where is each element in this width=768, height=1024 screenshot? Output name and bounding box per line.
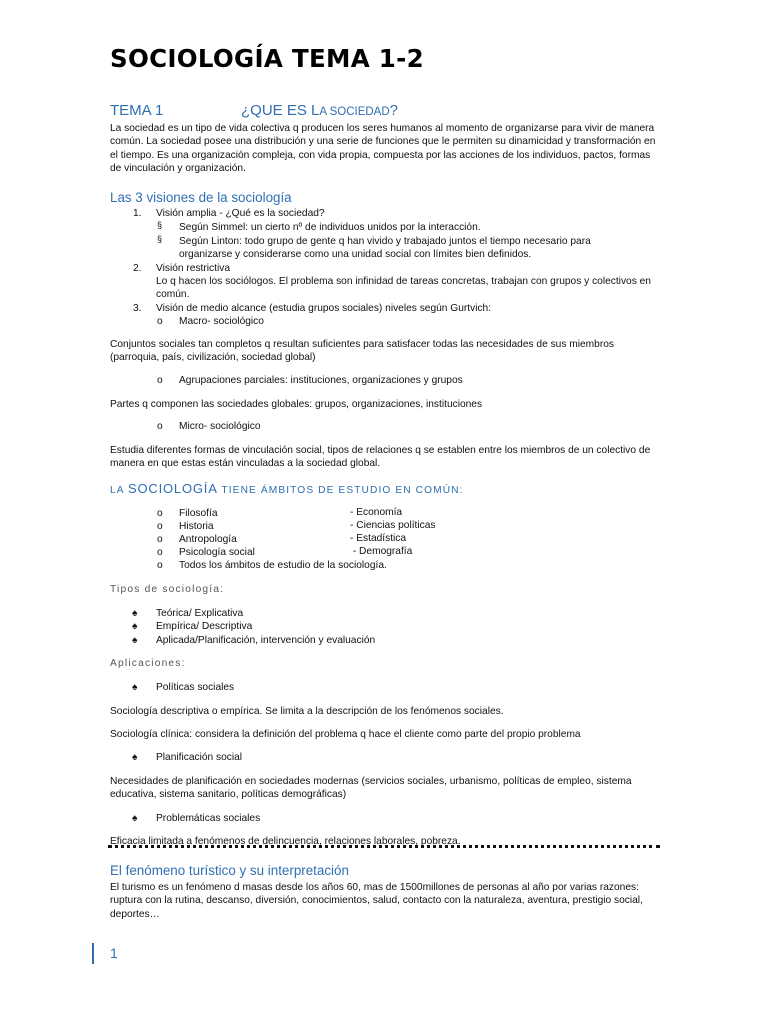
eficacia-paragraph: Eficacia limitada a fenómenos de delincuencia, relaciones laborales, pobreza.: [110, 836, 461, 847]
list-item-right: - Ciencias políticas: [350, 520, 436, 531]
circle-marker: o: [157, 560, 163, 571]
turismo-heading: El fenómeno turístico y su interpretación: [110, 863, 349, 878]
tema1-question: ¿QUE ES LA SOCIEDAD?: [241, 102, 399, 119]
necesidades-paragraph: Necesidades de planificación en sociedades modernas (servicios sociales, urbanismo, políticas de empleo, sistema educativa, sistema sanitario, políticas demográficas): [110, 776, 632, 801]
spade-bullet: ♠: [132, 621, 138, 632]
spade-bullet: ♠: [132, 635, 138, 646]
list-item: Empírica/ Descriptiva: [156, 621, 253, 632]
estudia-paragraph: Estudia diferentes formas de vinculación social, tipos de relaciones q se establen entre los miembros de un colectivo de manera en que estas están vinculadas a la sociedad global.: [110, 445, 651, 470]
list-item: Psicología social: [179, 547, 255, 558]
section-marker: §: [157, 234, 163, 244]
intro-paragraph: La sociedad es un tipo de vida colectiva q producen los seres humanos al momento de organizarse para vivir de manera común. La sociedad posee una distribución y una serie de funciones que le permiten su dinamicidad y transformación en el tiempo. Es una organización compleja, con vida propia, compuesta por las acciones de los individuos, pactos, formas de vinculación y organización.: [110, 123, 656, 175]
tema1-label: TEMA 1: [110, 102, 164, 119]
page-number: 1: [110, 945, 118, 961]
list-item: Antropología: [179, 534, 237, 545]
list-item: Micro- sociológico: [179, 421, 261, 432]
list-number: 2.: [133, 263, 142, 274]
list-item: Agrupaciones parciales: instituciones, organizaciones y grupos: [179, 375, 463, 386]
ambitos-heading: LA SOCIOLOGÍA TIENE ÁMBITOS DE ESTUDIO EN COMÚN:: [110, 481, 464, 496]
list-item: Macro- sociológico: [179, 316, 264, 327]
list-item: Políticas sociales: [156, 682, 235, 693]
circle-marker: o: [157, 547, 163, 558]
list-item-right: - Estadística: [350, 533, 407, 544]
list-item-right: - Economía: [350, 507, 403, 518]
tipos-heading: Tipos de sociología:: [110, 584, 225, 595]
conjuntos-paragraph: Conjuntos sociales tan completos q resultan suficientes para satisfacer todas las necesidades de sus miembros (parroquia, país, civilización, sociedad global): [110, 339, 614, 364]
aplicaciones-heading: Aplicaciones:: [110, 658, 186, 669]
list-item: Todos los ámbitos de estudio de la sociología.: [179, 560, 387, 571]
spade-bullet: ♠: [132, 813, 138, 824]
list-item: Visión de medio alcance (estudia grupos sociales) niveles según Gurtvich:: [156, 303, 492, 314]
spade-bullet: ♠: [132, 682, 138, 693]
list-item: Visión amplia - ¿Qué es la sociedad?: [156, 208, 325, 219]
list-item: Filosofía: [179, 508, 218, 519]
tema1-heading: [110, 102, 399, 119]
list-item: Según Linton: todo grupo de gente q han vivido y trabajado juntos el tiempo necesario para organizarse y considerarse como una unidad social con límites bien definidos.: [179, 236, 591, 261]
spade-bullet: ♠: [132, 752, 138, 763]
list-item-text: Lo q hacen los sociólogos. El problema son infinidad de tareas concretas, trabajan con grupos y colectivos en común.: [156, 276, 651, 301]
visiones-heading: Las 3 visiones de la sociología: [110, 190, 292, 205]
document-title: SOCIOLOGÍA TEMA 1-2: [110, 44, 424, 73]
circle-marker: o: [157, 508, 163, 519]
list-item: Planificación social: [156, 752, 243, 763]
circle-marker: o: [157, 375, 163, 386]
list-item: Historia: [179, 521, 214, 532]
list-item: Teórica/ Explicativa: [156, 608, 244, 619]
spade-bullet: ♠: [132, 608, 138, 619]
section-marker: §: [157, 220, 163, 230]
clinica-paragraph: Sociología clínica: considera la definición del problema q hace el cliente como parte del propio problema: [110, 729, 581, 740]
list-number: 3.: [133, 303, 142, 314]
partes-paragraph: Partes q componen las sociedades globales: grupos, organizaciones, instituciones: [110, 399, 483, 410]
circle-marker: o: [157, 316, 163, 327]
list-item: Aplicada/Planificación, intervención y evaluación: [156, 635, 376, 646]
list-item: Según Simmel: un cierto nº de individuos unidos por la interacción.: [179, 222, 481, 233]
circle-marker: o: [157, 521, 163, 532]
page-number-bar: [92, 943, 94, 964]
circle-marker: o: [157, 534, 163, 545]
circle-marker: o: [157, 421, 163, 432]
section-divider: [108, 845, 660, 848]
turismo-paragraph: El turismo es un fenómeno d masas desde los años 60, mas de 1500millones de personas al año por varias razones: ruptura con la rutina, descanso, diversión, conocimientos, salud, contacto con la naturaleza, aventura, prestigio social, deportes…: [110, 882, 643, 920]
descriptiva-paragraph: Sociología descriptiva o empírica. Se limita a la descripción de los fenómenos sociales.: [110, 706, 504, 717]
list-item: Problemáticas sociales: [156, 813, 261, 824]
list-item-right: - Demografía: [350, 546, 413, 557]
list-number: 1.: [133, 208, 142, 219]
list-item: Visión restrictiva: [156, 263, 230, 274]
